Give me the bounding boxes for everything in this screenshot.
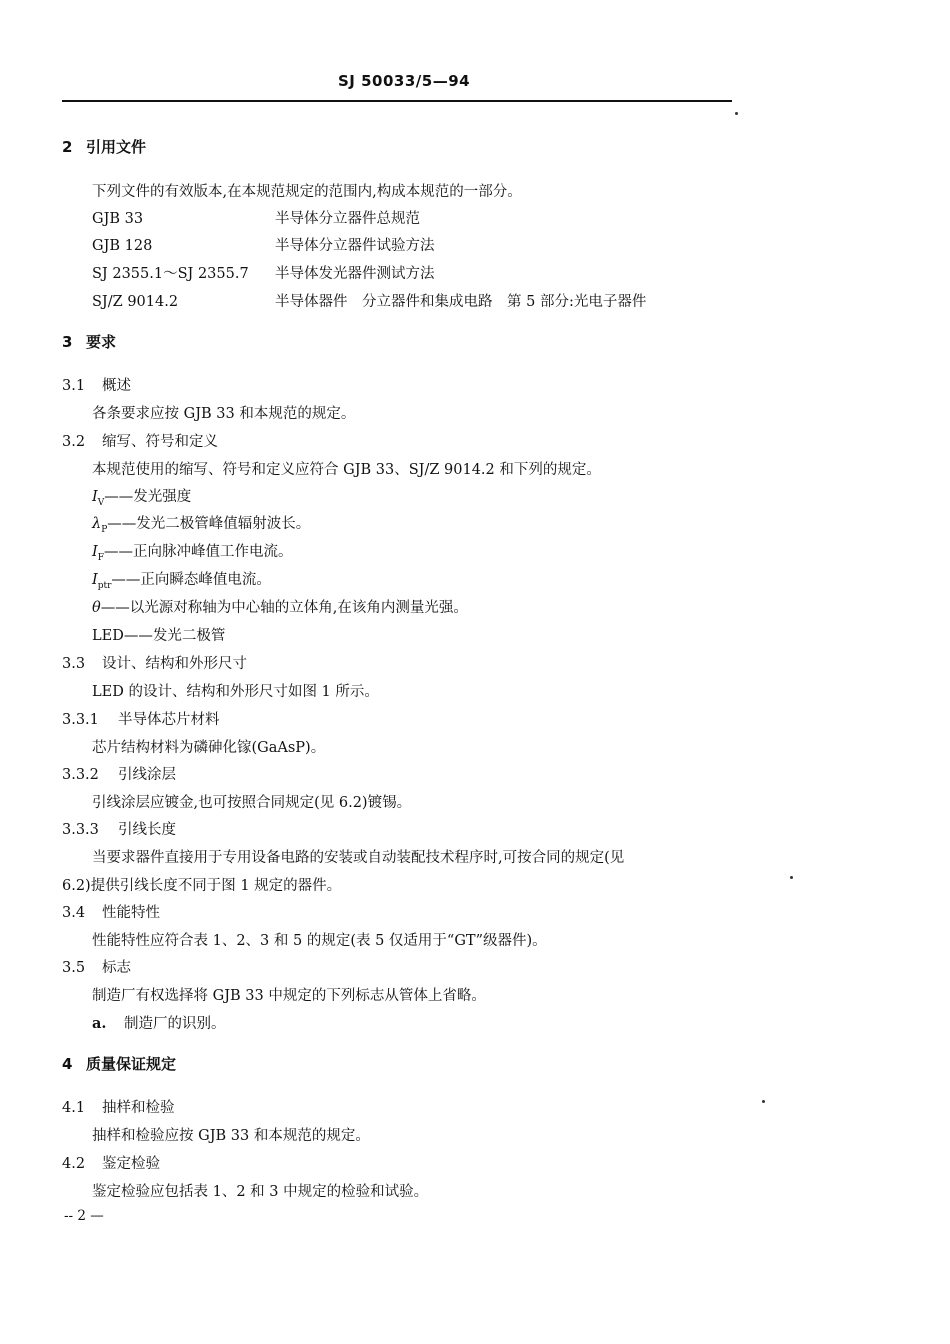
definition-item: $I_F——$正向脉冲峰值工作电流。 (92, 544, 293, 563)
section-2-heading: 2 引用文件 (62, 138, 147, 156)
ref-row: SJ 2355.1～SJ 2355.7 半导体发光器件测试方法 (92, 266, 435, 282)
list-item: a. 制造厂的识别。 (92, 1015, 226, 1032)
subsection-3-3-1-text: 芯片结构材料为磷砷化镓(GaAsP)。 (92, 740, 326, 756)
definition-item: LED——发光二极管 (92, 628, 226, 644)
section-2-intro: 下列文件的有效版本,在本规范规定的范围内,构成本规范的一部分。 (92, 184, 522, 200)
scan-speck (762, 1100, 765, 1103)
definition-item: $I_V——$发光强度 (92, 489, 192, 508)
ref-row: SJ/Z 9014.2 半导体器件 分立器件和集成电路 第 5 部分:光电子器件 (92, 294, 647, 310)
subsection-3-5-heading: 3.5 标志 (62, 960, 131, 976)
scan-speck (735, 112, 738, 115)
section-4-heading: 4 质量保证规定 (62, 1055, 177, 1073)
subsection-3-3-3-heading: 3.3.3 引线长度 (62, 822, 176, 838)
subsection-3-2-heading: 3.2 缩写、符号和定义 (62, 434, 218, 450)
section-3-heading: 3 要求 (62, 333, 117, 351)
header-rule (62, 100, 732, 102)
definition-item: $\lambda_P——$发光二极管峰值辐射波长。 (92, 516, 311, 535)
subsection-3-3-2-heading: 3.3.2 引线涂层 (62, 767, 176, 783)
subsection-3-3-2-text: 引线涂层应镀金,也可按照合同规定(见 6.2)镀锡。 (92, 795, 412, 811)
subsection-3-3-3-text-line1: 当要求器件直接用于专用设备电路的安装或自动装配技术程序时,可按合同的规定(见 (92, 850, 625, 866)
subsection-3-4-text: 性能特性应符合表 1、2、3 和 5 的规定(表 5 仅适用于“GT”级器件)。 (92, 933, 547, 949)
ref-row: GJB 33 半导体分立器件总规范 (92, 211, 420, 227)
scan-speck (790, 876, 793, 879)
subsection-3-3-1-heading: 3.3.1 半导体芯片材料 (62, 712, 220, 728)
page-number: -- 2 — (64, 1208, 104, 1224)
definition-item: $I_{ptr}——$正向瞬态峰值电流。 (92, 572, 271, 591)
ref-row: GJB 128 半导体分立器件试验方法 (92, 238, 435, 254)
subsection-4-1-heading: 4.1 抽样和检验 (62, 1100, 175, 1116)
subsection-3-4-heading: 3.4 性能特性 (62, 905, 160, 921)
subsection-3-3-3-text-line2: 6.2)提供引线长度不同于图 1 规定的器件。 (62, 878, 342, 894)
subsection-3-3-text: LED 的设计、结构和外形尺寸如图 1 所示。 (92, 684, 379, 700)
subsection-3-2-text: 本规范使用的缩写、符号和定义应符合 GJB 33、SJ/Z 9014.2 和下列的规定。 (92, 462, 601, 478)
subsection-4-2-heading: 4.2 鉴定检验 (62, 1156, 160, 1172)
subsection-3-1-heading: 3.1 概述 (62, 378, 131, 394)
subsection-3-3-heading: 3.3 设计、结构和外形尺寸 (62, 656, 247, 672)
subsection-4-2-text: 鉴定检验应包括表 1、2 和 3 中规定的检验和试验。 (92, 1184, 429, 1200)
subsection-3-5-text: 制造厂有权选择将 GJB 33 中规定的下列标志从管体上省略。 (92, 988, 486, 1004)
subsection-4-1-text: 抽样和检验应按 GJB 33 和本规范的规定。 (92, 1128, 370, 1144)
definition-item: θ——以光源对称轴为中心轴的立体角,在该角内测量光强。 (92, 600, 468, 616)
doc-header: SJ 50033/5—94 (338, 72, 471, 90)
subsection-3-1-text: 各条要求应按 GJB 33 和本规范的规定。 (92, 406, 356, 422)
